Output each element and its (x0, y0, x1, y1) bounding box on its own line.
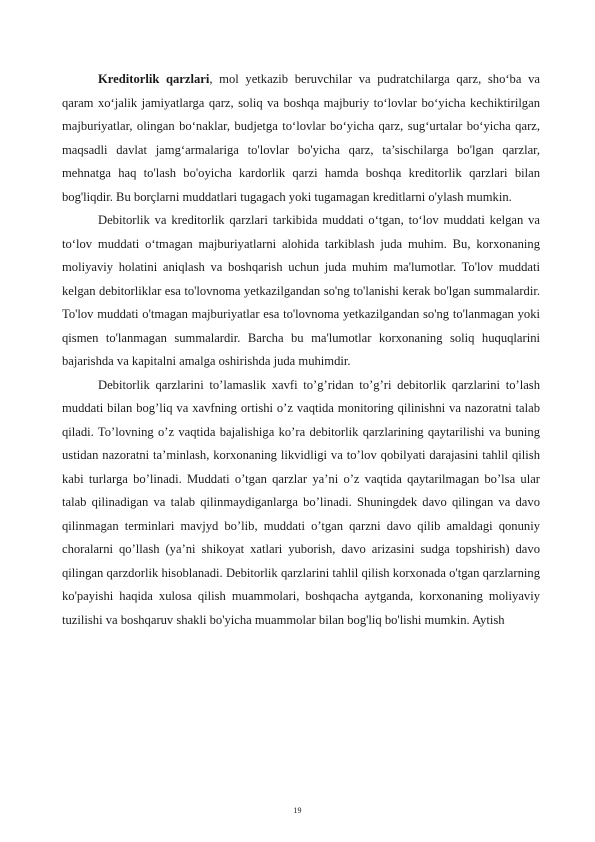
paragraph-2 (62, 209, 540, 374)
paragraph-lead-term: Kreditorlik qarzlari (98, 72, 210, 86)
document-page (62, 68, 540, 632)
paragraph-3 (62, 374, 540, 633)
paragraph-text: , mol yetkazib beruvchilar va pudratchilarga qarz, sho‘ba va qaram xo‘jalik jamiyatlarga qarz, soliq va boshqa majburiy to‘lovlar bo‘yicha kechiktirilgan majburiyatlar, olingan bo‘naklar, budjetga to‘lovlar bo‘yicha qarz, sug‘urtalar bo‘yicha qarz, maqsadli davlat jamg‘armalariga to'lovlar bo'yicha qarz, ta’sischilarga bo'lgan qarzlar, mehnatga haq to'lash bo'oyicha kardorlik qarzi hamda boshqa kreditorlik qarzlari bilan bog'liqdir. Bu borçlarni muddatlari tugagach yoki tugamagan kreditlarni o'ylash mumkin. (62, 72, 540, 204)
paragraph-text: Debitorlik qarzlarini to’lamaslik xavfi to’g’ridan to’g’ri debitorlik qarzlarini to’lash muddati bilan bog’liq va xavfning ortishi o’z vaqtida monitoring qilinishni va nazoratni talab qiladi. To’lovning o’z vaqtida bajalishiga ko’ra debitorlik qarzlarining qaytarilishi va buning ustidan nazoratni ta’minlash, korxonaning likvidligi va to’lov qobilyati darajasini tahlil qilish kabi turlarga bo’linadi. Muddati o’tgan qarzlar ya’ni o’z vaqtida qaytarilmagan bo’lsa ular talab qilinadigan va talab qilinmaydiganlarga bo’linadi. Shuningdek davo qilingan va davo qilinmagan terminlari mavjyd bo’lib, muddati o’tgan qarzni davo qilib amaldagi qonuniy choralarni qo’llash (ya’ni shikoyat xatlari yuborish, davo arizasini sudga topshirish) davo qilingan qarzdorlik hisoblanadi. Debitorlik qarzlarini tahlil qilish korxonada o'tgan qarzlarning ko'payishi haqida xulosa qilish muammolari, boshqacha aytganda, korxonaning moliyaviy tuzilishi va boshqaruv shakli bo'yicha muammolar bilan bog'liq bo'lishi mumkin. Aytish (62, 377, 540, 627)
page-number: 19 (293, 806, 302, 815)
paragraph-1 (62, 68, 540, 209)
paragraph-text: Debitorlik va kreditorlik qarzlari tarkibida muddati o‘tgan, to‘lov muddati kelgan va to‘lov muddati o‘tmagan majburiyatlarni alohida tarkiblash juda muhim. Bu, korxonaning moliyaviy holatini aniqlash va boshqarish uchun juda muhim ma'lumotlar. To'lov muddati kelgan debitorliklar esa to'lovnoma yetkazilgandan so'ng to'lanishi kerak bo'lgan summalardir. To'lov muddati o'tmagan majburiyatlar esa to'lovnoma yetkazilgandan so'ng to'lanmagan yoki qismen to'lanmagan summalardir. Barcha bu ma'lumotlar korxonaning soliq huquqlarini bajarishda va kapitalni amalga oshirishda juda muhimdir. (62, 213, 540, 368)
